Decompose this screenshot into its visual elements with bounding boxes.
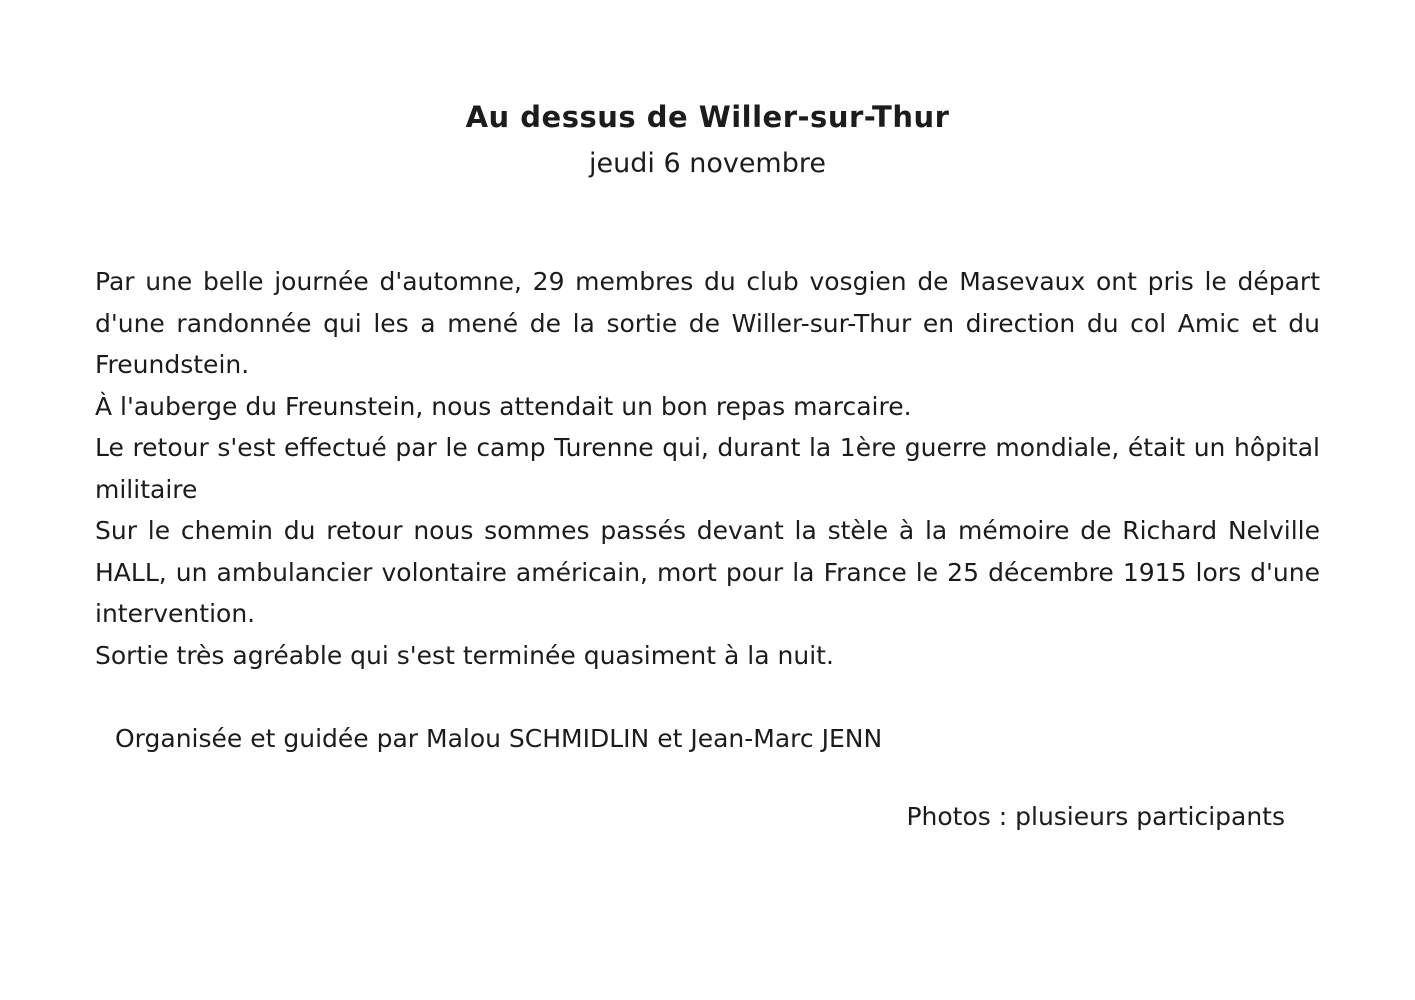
organizer-credit-line: Organisée et guidée par Malou SCHMIDLIN et Jean-Marc JENN	[115, 724, 883, 753]
body-paragraph: Sur le chemin du retour nous sommes passés devant la stèle à la mémoire de Richard Nelville HALL, un ambulancier volontaire américain, mort pour la France le 25 décembre 1915 lors d'une intervention.	[95, 516, 1320, 628]
body-paragraph: Sortie très agréable qui s'est terminée quasiment à la nuit.	[95, 640, 834, 670]
document-header	[0, 0, 1415, 179]
photos-credit-line: Photos : plusieurs participants	[906, 801, 1285, 831]
body-text	[95, 261, 1320, 676]
body-paragraph: Le retour s'est effectué par le camp Turenne qui, durant la 1ère guerre mondiale, était un hôpital militaire	[95, 433, 1320, 504]
page-title: Au dessus de Willer-sur-Thur	[465, 100, 950, 134]
body-paragraph: Par une belle journée d'automne, 29 membres du club vosgien de Masevaux ont pris le départ d'une randonnée qui les a mené de la sortie de Willer-sur-Thur en direction du col Amic et du Freundstein.	[95, 267, 1320, 379]
body-paragraph: À l'auberge du Freunstein, nous attendait un bon repas marcaire.	[95, 391, 912, 421]
page-subtitle: jeudi 6 novembre	[589, 148, 826, 179]
